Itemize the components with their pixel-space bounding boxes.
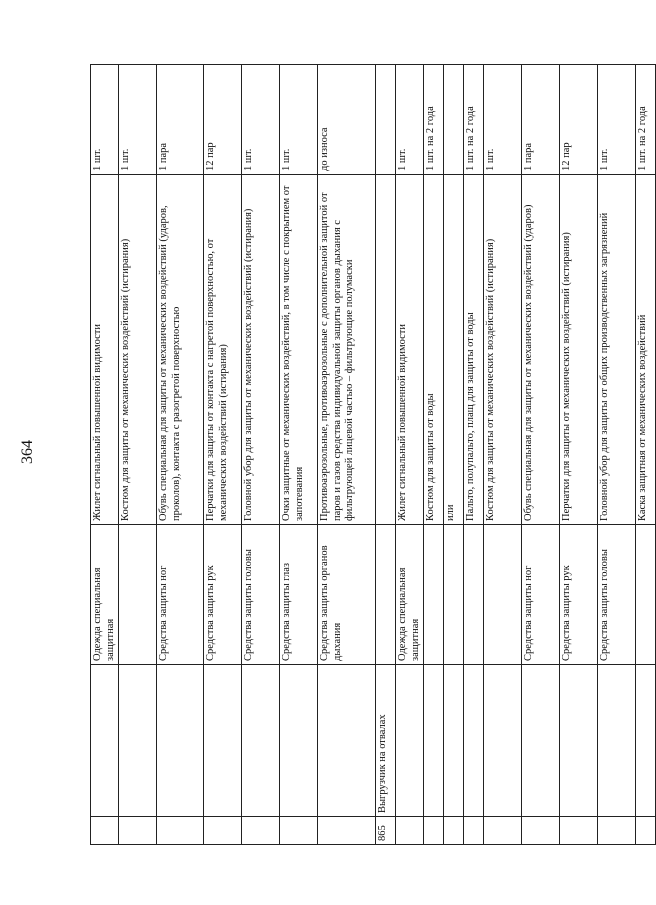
quantity-cell: 1 шт. <box>598 65 636 175</box>
ppe-item-cell: Обувь специальная для защиты от механических воздействий (ударов) <box>522 175 560 525</box>
table-row <box>598 65 636 845</box>
profession-cell <box>560 665 598 817</box>
ppe-item-cell: Перчатки для защиты от механических воздействий (истирания) <box>560 175 598 525</box>
quantity-cell: 1 шт. <box>242 65 280 175</box>
quantity-cell: 1 шт. <box>484 65 522 175</box>
profession-cell <box>464 665 484 817</box>
row-number-cell <box>242 817 280 845</box>
profession-cell <box>522 665 560 817</box>
row-number-cell <box>560 817 598 845</box>
row-number-cell <box>119 817 157 845</box>
row-number-cell <box>522 817 560 845</box>
table-row <box>376 65 396 845</box>
quantity-cell <box>444 65 464 175</box>
ppe-item-cell: Пальто, полупальто, плащ для защиты от воды <box>464 175 484 525</box>
ppe-item-cell: Костюм для защиты от механических воздействий (истирания) <box>484 175 522 525</box>
table-row <box>242 65 280 845</box>
table-row <box>464 65 484 845</box>
ppe-type-cell <box>424 525 444 665</box>
row-number-cell <box>204 817 242 845</box>
ppe-item-cell: Противоаэрозольные, противоаэрозольные с дополнительной защитой от паров и газов средства индивидуальной защиты органов дыхания с фильтрующей лицевой частью – фильтрующие полумаски <box>318 175 376 525</box>
profession-cell <box>157 665 204 817</box>
profession-cell <box>396 665 424 817</box>
row-number-cell <box>424 817 444 845</box>
quantity-cell: 1 шт. на 2 года <box>464 65 484 175</box>
ppe-item-cell: Обувь специальная для защиты от механических воздействий (ударов, проколов), контакта с разогретой поверхностью <box>157 175 204 525</box>
ppe-item-cell: Костюм для защиты от механических воздействий (истирания) <box>119 175 157 525</box>
quantity-cell: 1 шт. <box>119 65 157 175</box>
table-row <box>522 65 560 845</box>
ppe-item-cell: Жилет сигнальный повышенной видимости <box>91 175 119 525</box>
profession-cell <box>598 665 636 817</box>
row-number-cell <box>396 817 424 845</box>
ppe-type-cell: Средства защиты органов дыхания <box>318 525 376 665</box>
ppe-type-cell <box>636 525 656 665</box>
row-number-cell <box>91 817 119 845</box>
ppe-type-cell: Одежда специальная защитная <box>91 525 119 665</box>
ppe-item-cell: Костюм для защиты от воды <box>424 175 444 525</box>
ppe-item-cell: Каска защитная от механических воздействий <box>636 175 656 525</box>
ppe-type-cell <box>376 525 396 665</box>
quantity-cell: 1 шт. <box>396 65 424 175</box>
ppe-type-cell: Средства защиты рук <box>204 525 242 665</box>
row-number-cell <box>636 817 656 845</box>
ppe-type-cell <box>464 525 484 665</box>
ppe-type-cell: Средства защиты головы <box>242 525 280 665</box>
ppe-type-cell <box>119 525 157 665</box>
quantity-cell: 1 шт. <box>91 65 119 175</box>
table-row <box>484 65 522 845</box>
quantity-cell <box>376 65 396 175</box>
ppe-type-cell: Средства защиты глаз <box>280 525 318 665</box>
table-row <box>396 65 424 845</box>
quantity-cell: 1 пара <box>522 65 560 175</box>
table-row <box>444 65 464 845</box>
profession-cell <box>318 665 376 817</box>
quantity-cell: 1 шт. на 2 года <box>636 65 656 175</box>
row-number-cell <box>464 817 484 845</box>
table-row <box>280 65 318 845</box>
table-row <box>119 65 157 845</box>
profession-cell <box>242 665 280 817</box>
ppe-type-cell: Средства защиты рук <box>560 525 598 665</box>
table-row <box>204 65 242 845</box>
ppe-table-body <box>91 65 656 845</box>
quantity-cell: 12 пар <box>560 65 598 175</box>
ppe-item-cell: Головной убор для защиты от механических воздействий (истирания) <box>242 175 280 525</box>
quantity-cell: 1 шт. на 2 года <box>424 65 444 175</box>
table-row <box>91 65 119 845</box>
row-number-cell <box>318 817 376 845</box>
profession-cell <box>444 665 464 817</box>
profession-cell <box>636 665 656 817</box>
ppe-type-cell: Средства защиты ног <box>157 525 204 665</box>
row-number-cell <box>157 817 204 845</box>
page-number: 364 <box>19 440 36 464</box>
ppe-item-cell: Жилет сигнальный повышенной видимости <box>396 175 424 525</box>
row-number-cell: 865 <box>376 817 396 845</box>
row-number-cell <box>484 817 522 845</box>
table-row <box>157 65 204 845</box>
quantity-cell: 1 шт. <box>280 65 318 175</box>
profession-cell <box>204 665 242 817</box>
ppe-type-cell <box>444 525 464 665</box>
profession-cell <box>119 665 157 817</box>
ppe-item-cell <box>376 175 396 525</box>
profession-cell <box>280 665 318 817</box>
table-row <box>318 65 376 845</box>
profession-cell: Выгрузчик на отвалах <box>376 665 396 817</box>
ppe-type-cell: Средства защиты головы <box>598 525 636 665</box>
ppe-table-container <box>90 65 648 845</box>
profession-cell <box>91 665 119 817</box>
ppe-item-cell: Очки защитные от механических воздействий, в том числе с покрытием от запотевания <box>280 175 318 525</box>
quantity-cell: 12 пар <box>204 65 242 175</box>
quantity-cell: до износа <box>318 65 376 175</box>
ppe-type-cell <box>484 525 522 665</box>
table-row <box>424 65 444 845</box>
ppe-item-cell: или <box>444 175 464 525</box>
ppe-item-cell: Головной убор для защиты от общих производственных загрязнений <box>598 175 636 525</box>
profession-cell <box>424 665 444 817</box>
quantity-cell: 1 пара <box>157 65 204 175</box>
row-number-cell <box>598 817 636 845</box>
ppe-type-cell: Одежда специальная защитная <box>396 525 424 665</box>
table-row <box>560 65 598 845</box>
ppe-item-cell: Перчатки для защиты от контакта с нагретой поверхностью, от механических воздействий (истирания) <box>204 175 242 525</box>
row-number-cell <box>280 817 318 845</box>
row-number-cell <box>444 817 464 845</box>
ppe-norms-table <box>90 64 656 845</box>
table-row <box>636 65 656 845</box>
ppe-type-cell: Средства защиты ног <box>522 525 560 665</box>
profession-cell <box>484 665 522 817</box>
